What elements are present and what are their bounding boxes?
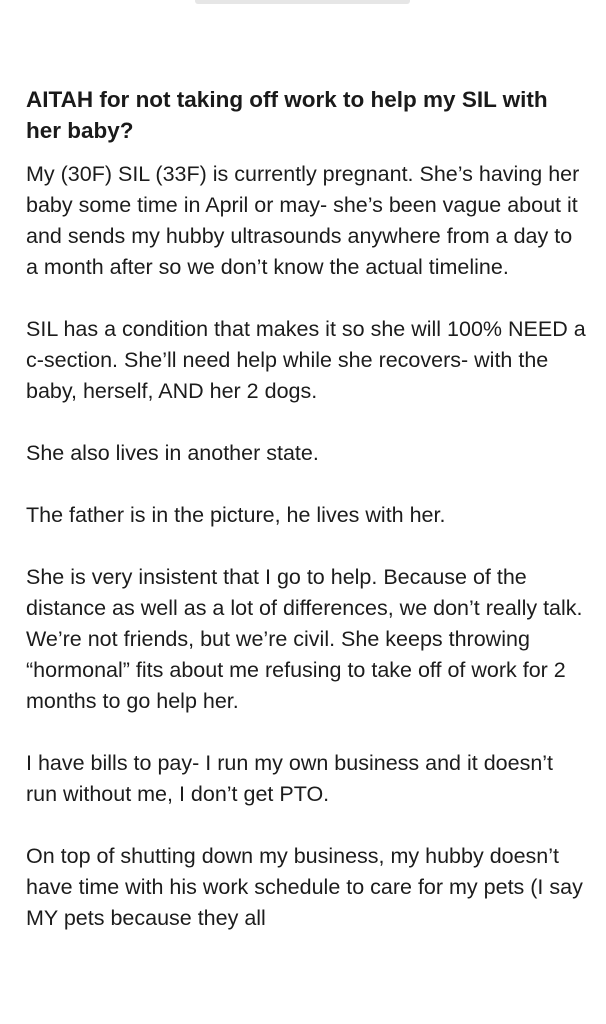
post-paragraph-1: My (30F) SIL (33F) is currently pregnant. She’s having her baby some time in April or may- she’s been vague about it and sends my hubby ultrasounds anywhere from a day to a month after so we don’t know the actual timeline. — [26, 162, 580, 279]
post-body — [26, 159, 586, 934]
top-drag-handle — [195, 0, 410, 4]
post-paragraph-2: SIL has a condition that makes it so she will 100% NEED a c-section. She’ll need help while she recovers- with the baby, herself, AND her 2 dogs. — [26, 317, 586, 403]
post-content — [26, 84, 586, 965]
post-paragraph-3: She also lives in another state. — [26, 441, 319, 465]
post-title: AITAH for not taking off work to help my SIL with her baby? — [26, 87, 548, 143]
post-paragraph-4: The father is in the picture, he lives with her. — [26, 503, 446, 527]
post-paragraph-5: She is very insistent that I go to help. Because of the distance as well as a lot of differences, we don’t really talk. We’re not friends, but we’re civil. She keeps throwing “hormonal” fits about me refusing to take off of work for 2 months to go help her. — [26, 565, 583, 713]
post-paragraph-6: I have bills to pay- I run my own business and it doesn’t run without me, I don’t get PTO. — [26, 751, 554, 806]
post-paragraph-7: On top of shutting down my business, my hubby doesn’t have time with his work schedule to care for my pets (I say MY pets because they all — [26, 844, 583, 930]
